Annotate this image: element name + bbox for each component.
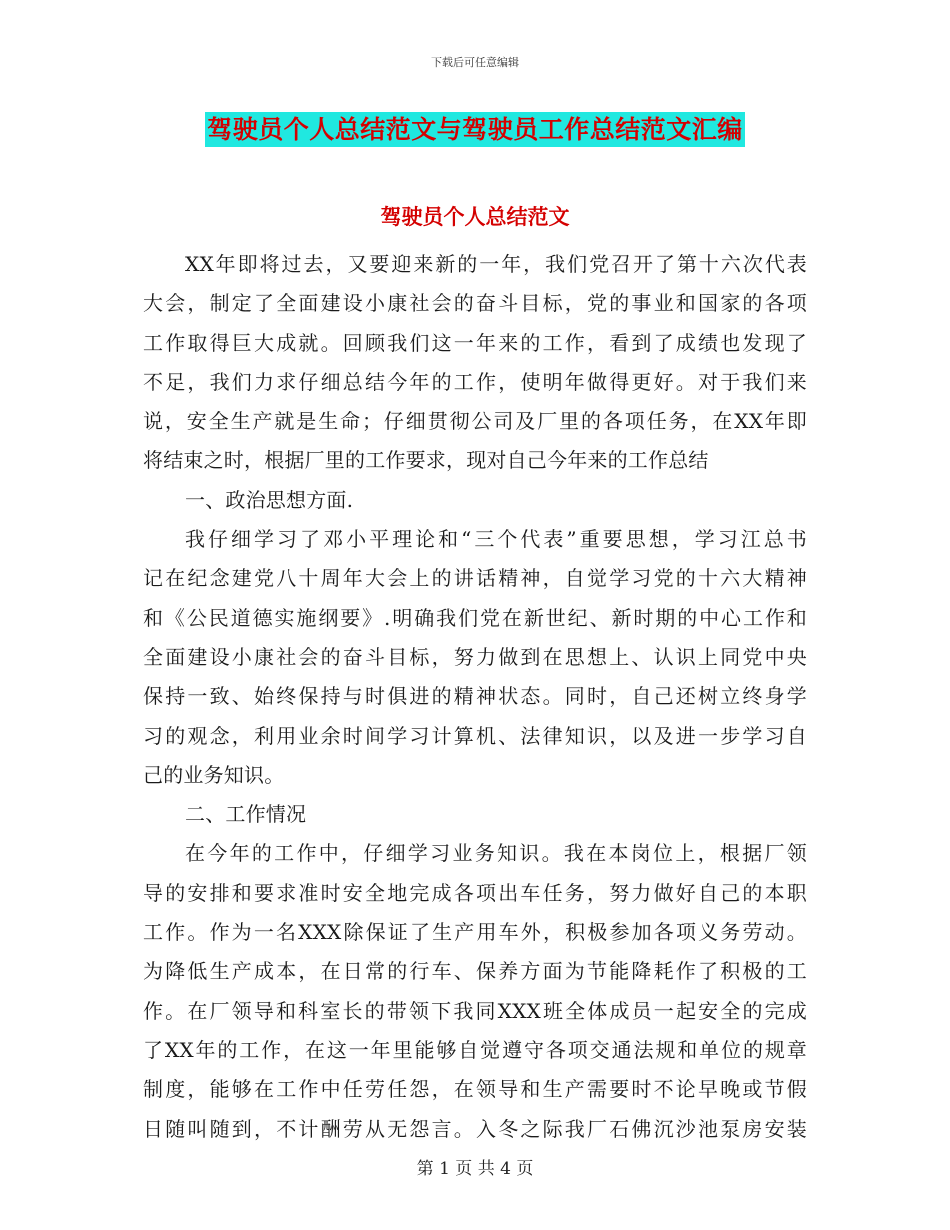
paragraph-line: 全面建设小康社会的奋斗目标，努力做到在思想上、认识上同党中央 (143, 644, 807, 669)
paragraph-line: 和《公民道德实施纲要》.明确我们党在新世纪、新时期的中心工作和 (143, 605, 807, 630)
document-title-wrap (0, 112, 950, 147)
paragraph-line: 工作取得巨大成就。回顾我们这一年来的工作，看到了成绩也发现了 (143, 330, 807, 355)
paragraph-line: 习的观念，利用业余时间学习计算机、法律知识，以及进一步学习自 (143, 723, 807, 748)
section-heading-politics: 一、政治思想方面. (185, 487, 354, 512)
paragraph-line: 制度，能够在工作中任劳任怨，在领导和生产需要时不论早晚或节假 (143, 1077, 807, 1102)
body-text (143, 245, 807, 1149)
paragraph-line: 将结束之时，根据厂里的工作要求，现对自己今年来的工作总结 (143, 448, 709, 473)
paragraph-line: XX年即将过去，又要迎来新的一年，我们党召开了第十六次代表 (185, 252, 807, 276)
section-title: 驾驶员个人总结范文 (380, 205, 570, 229)
paragraph-line: 我仔细学习了邓小平理论和“三个代表”重要思想，学习江总书 (185, 527, 807, 552)
paragraph-line: 保持一致、始终保持与时俱进的精神状态。同时，自己还树立终身学 (143, 684, 807, 709)
paragraph-line: 大会，制定了全面建设小康社会的奋斗目标，党的事业和国家的各项 (143, 291, 807, 316)
paragraph-line: 为降低生产成本，在日常的行车、保养方面为节能降耗作了积极的工 (143, 959, 807, 984)
paragraph-line: 说，安全生产就是生命；仔细贯彻公司及厂里的各项任务，在XX年即 (143, 409, 807, 434)
page-footer: 第 1 页 共 4 页 (416, 1159, 534, 1179)
paragraph-line: 不足，我们力求仔细总结今年的工作，使明年做得更好。对于我们来 (143, 369, 807, 394)
section-heading-work: 二、工作情况 (185, 802, 307, 827)
paragraph-line: 作。在厂领导和科室长的带领下我同XXX班全体成员一起安全的完成 (143, 998, 807, 1023)
paragraph-line: 导的安排和要求准时安全地完成各项出车任务，努力做好自己的本职 (143, 880, 807, 905)
paragraph-line: 记在纪念建党八十周年大会上的讲话精神，自觉学习党的十六大精神 (143, 566, 807, 591)
document-title: 驾驶员个人总结范文与驾驶员工作总结范文汇编 (205, 112, 745, 147)
paragraph-line: 了XX年的工作，在这一年里能够自觉遵守各项交通法规和单位的规章 (143, 1037, 807, 1062)
header-note: 下载后可任意编辑 (431, 56, 519, 69)
paragraph-line: 己的业务知识。 (143, 762, 285, 787)
paragraph-line: 工作。作为一名XXX除保证了生产用车外，积极参加各项义务劳动。 (143, 920, 807, 945)
paragraph-line: 日随叫随到，不计酬劳从无怨言。入冬之际我厂石佛沉沙池泵房安装 (143, 1116, 807, 1141)
paragraph-line: 在今年的工作中，仔细学习业务知识。我在本岗位上，根据厂领 (185, 841, 807, 866)
